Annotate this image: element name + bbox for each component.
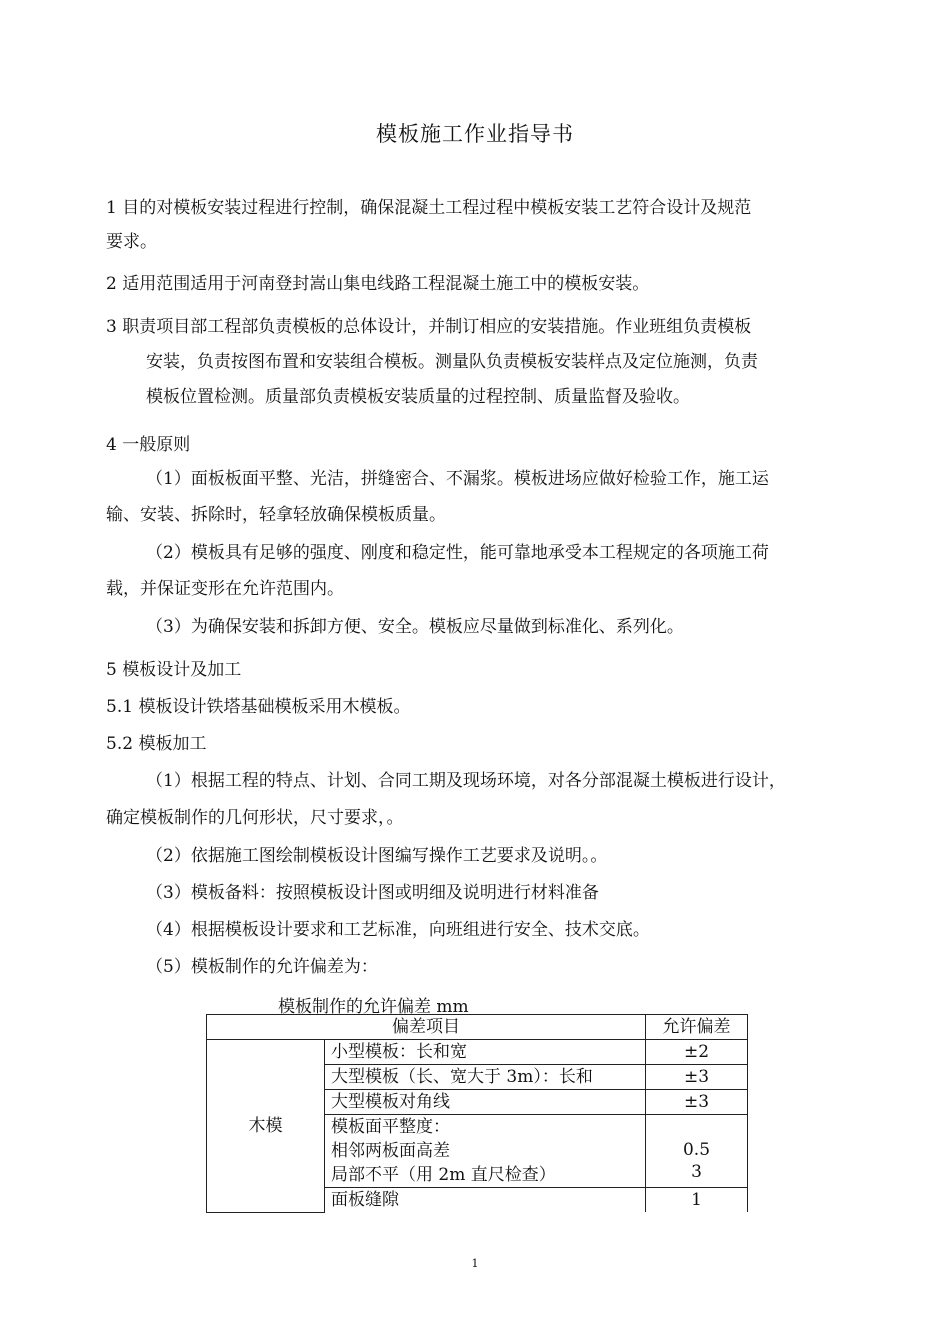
section-2-line-1: 2 适用范围适用于河南登封嵩山集电线路工程混凝土施工中的模板安装。 bbox=[106, 274, 650, 294]
section-5-heading: 5 模板设计及加工 bbox=[106, 660, 242, 680]
section-5-2-item-5: （5）模板制作的允许偏差为： bbox=[146, 957, 378, 977]
value-cell: 1 bbox=[646, 1188, 748, 1213]
tolerance-table bbox=[206, 1014, 748, 1213]
item-cell-multiline bbox=[325, 1115, 646, 1188]
item-cell: 大型模板（长、宽大于 3m）：长和 bbox=[325, 1065, 646, 1090]
section-4-item-2-line-1: （2）模板具有足够的强度、刚度和稳定性，能可靠地承受本工程规定的各项施工荷 bbox=[146, 543, 769, 563]
section-4-item-3-line-1: （3）为确保安装和拆卸方便、安全。模板应尽量做到标准化、系列化。 bbox=[146, 617, 684, 637]
header-value-cell: 允许偏差 bbox=[646, 1015, 748, 1040]
page-number: 1 bbox=[471, 1257, 479, 1270]
section-5-2-item-1-line-2: 确定模板制作的几何形状，尺寸要求，。 bbox=[106, 808, 404, 828]
item-cell: 大型模板对角线 bbox=[325, 1090, 646, 1115]
section-1-line-2: 要求。 bbox=[106, 232, 157, 252]
value-cell: ±3 bbox=[646, 1065, 748, 1090]
section-5-2-item-3: （3）模板备料：按照模板设计图或明细及说明进行材料准备 bbox=[146, 883, 599, 903]
section-4-heading: 4 一般原则 bbox=[106, 435, 191, 455]
section-4-item-2-line-2: 载，并保证变形在允许范围内。 bbox=[106, 579, 344, 599]
section-5-2-item-1-line-1: （1）根据工程的特点、计划、合同工期及现场环境，对各分部混凝土模板进行设计， bbox=[146, 771, 786, 791]
item-cell: 小型模板：长和宽 bbox=[325, 1040, 646, 1065]
item-line: 模板面平整度： bbox=[331, 1117, 450, 1137]
section-3-line-2: 安装，负责按图布置和安装组合模板。测量队负责模板安装样点及定位施测，负责 bbox=[146, 352, 758, 372]
group-label-cell: 木模 bbox=[207, 1040, 325, 1213]
value-cell-multiline bbox=[646, 1115, 748, 1188]
section-3-line-3: 模板位置检测。质量部负责模板安装质量的过程控制、质量监督及验收。 bbox=[146, 387, 690, 407]
table-row bbox=[207, 1040, 748, 1065]
value-line: 3 bbox=[691, 1162, 702, 1182]
section-3-line-1: 3 职责项目部工程部负责模板的总体设计，并制订相应的安装措施。作业班组负责模板 bbox=[106, 317, 752, 337]
section-5-2-item-4: （4）根据模板设计要求和工艺标准，向班组进行安全、技术交底。 bbox=[146, 920, 650, 940]
table-caption: 模板制作的允许偏差 mm bbox=[278, 997, 469, 1017]
section-5-2-item-2: （2）依据施工图绘制模板设计图编写操作工艺要求及说明。。 bbox=[146, 846, 608, 866]
document-title: 模板施工作业指导书 bbox=[376, 122, 574, 146]
section-5-1: 5.1 模板设计铁塔基础模板采用木模板。 bbox=[106, 697, 411, 717]
header-item-cell: 偏差项目 bbox=[207, 1015, 646, 1040]
table-header-row bbox=[207, 1015, 748, 1040]
section-4-item-1-line-2: 输、安装、拆除时，轻拿轻放确保模板质量。 bbox=[106, 505, 446, 525]
item-line: 相邻两板面高差 bbox=[331, 1141, 450, 1161]
value-cell: ±3 bbox=[646, 1090, 748, 1115]
section-5-2-heading: 5.2 模板加工 bbox=[106, 734, 207, 754]
item-line: 局部不平（用 2m 直尺检查） bbox=[331, 1165, 556, 1185]
item-cell: 面板缝隙 bbox=[325, 1188, 646, 1213]
value-line: 0.5 bbox=[682, 1140, 711, 1160]
section-4-item-1-line-1: （1）面板板面平整、光洁，拼缝密合、不漏浆。模板进场应做好检验工作，施工运 bbox=[146, 469, 769, 489]
section-1-line-1: 1 目的对模板安装过程进行控制，确保混凝土工程过程中模板安装工艺符合设计及规范 bbox=[106, 198, 752, 218]
value-cell: ±2 bbox=[646, 1040, 748, 1065]
